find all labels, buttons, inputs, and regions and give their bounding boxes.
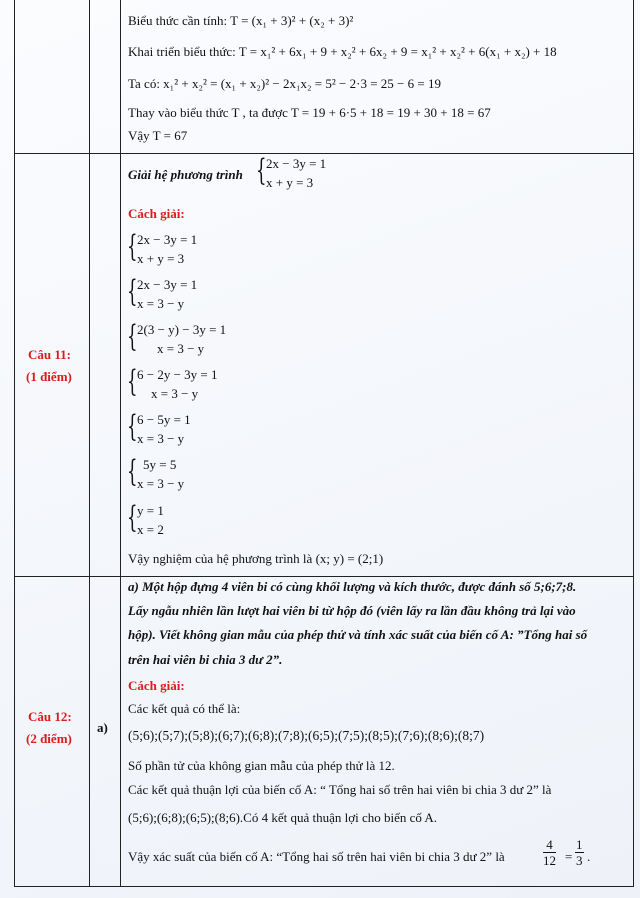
expression-line: Biểu thức cần tính: T = (x₁ + 3)² + (x₂ + 3)² <box>128 13 354 28</box>
q12-problem-line-4: trên hai viên bi chia 3 dư 2”. <box>128 652 283 667</box>
part-a-label: a) <box>97 720 108 735</box>
question-11-points: (1 điểm) <box>26 369 72 384</box>
system-eq-1: y = 1 <box>137 503 164 518</box>
system-eq-2: x = 3 − y <box>137 296 185 311</box>
system-eq-1: 6 − 2y − 3y = 1 <box>137 367 218 382</box>
system-eq-2: x + y = 3 <box>137 251 185 266</box>
q12-favorable-intro: Các kết quả thuận lợi của biến cố A: “ Tổng hai số trên hai viên bi chia 3 dư 2” là <box>128 782 552 797</box>
system-eq-2: x = 2 <box>137 522 164 537</box>
q12-sample-size: Số phần tử của không gian mẫu của phép thử là 12. <box>128 758 395 773</box>
system-eq-1: 2(3 − y) − 3y = 1 <box>137 322 227 337</box>
q12-outcomes: (5;6);(5;7);(5;8);(6;7);(6;8);(7;8);(6;5);(7;5);(8;5);(7;6);(8;6);(8;7) <box>128 728 485 743</box>
vieta-line: Ta có: x₁² + x₂² = (x₁ + x₂)² − 2x₁x₂ = 5² − 2·3 = 25 − 6 = 19 <box>128 76 441 91</box>
q11-intro: Giải hệ phương trình <box>128 167 243 182</box>
system-eq-2: x + y = 3 <box>266 175 314 190</box>
table-border-left <box>14 0 15 887</box>
fraction-1-3 <box>575 837 584 868</box>
brace-icon: { <box>127 409 138 444</box>
q11-method-label: Cách giải: <box>128 206 185 221</box>
table-border-right <box>633 0 634 887</box>
system-eq-2: x = 3 − y <box>157 341 205 356</box>
question-11-label: Câu 11: <box>28 347 71 362</box>
system-eq-1: 2x − 3y = 1 <box>137 232 198 247</box>
q12-method-label: Cách giải: <box>128 678 185 693</box>
q12-outcomes-label: Các kết quả có thể là: <box>128 701 241 716</box>
brace-icon: { <box>127 500 138 535</box>
system-eq-2: x = 3 − y <box>137 431 185 446</box>
fraction-denominator: 12 <box>543 853 556 868</box>
question-12-label: Câu 12: <box>28 709 72 724</box>
system-eq-2: x = 3 − y <box>151 386 199 401</box>
q11-conclusion: Vậy nghiệm của hệ phương trình là (x; y) = (2;1) <box>128 551 384 566</box>
column-divider-2 <box>120 0 121 887</box>
fraction-numerator: 4 <box>543 837 556 853</box>
table-border-bottom <box>14 886 634 887</box>
brace-icon: { <box>127 274 138 309</box>
expansion-line: Khai triển biểu thức: T = x₁² + 6x₁ + 9 + x₂² + 6x₂ + 9 = x₁² + x₂² + 6(x₁ + x₂) + 18 <box>128 44 557 59</box>
q12-favorable: (5;6);(6;8);(6;5);(8;6).Có 4 kết quả thuận lợi cho biến cố A. <box>128 810 438 825</box>
system-eq-2: x = 3 − y <box>137 476 185 491</box>
brace-icon: { <box>127 319 138 354</box>
brace-icon: { <box>256 153 267 188</box>
q12-problem-line-3: hộp). Viết không gian mẫu của phép thử và tính xác suất của biến cố A: ”Tổng hai số <box>128 627 588 642</box>
row-divider-2 <box>14 576 634 577</box>
brace-icon: { <box>127 364 138 399</box>
row-divider-1 <box>14 153 634 154</box>
fraction-4-12 <box>543 837 556 868</box>
q12-problem-line-2: Lấy ngẫu nhiên lần lượt hai viên bi từ hộp đó (viên lấy ra lần đầu không trả lại vào <box>128 603 576 618</box>
brace-icon: { <box>127 229 138 264</box>
q12-problem-line-1: a) Một hộp đựng 4 viên bi có cùng khối lượng và kích thước, được đánh số 5;6;7;8. <box>128 579 577 594</box>
question-12-points: (2 điểm) <box>26 731 72 746</box>
system-eq-1: 6 − 5y = 1 <box>137 412 191 427</box>
fraction-denominator: 3 <box>576 853 583 868</box>
substitute-line: Thay vào biểu thức T , ta được T = 19 + 6·5 + 18 = 19 + 30 + 18 = 67 <box>128 105 491 120</box>
brace-icon: { <box>127 454 138 489</box>
system-eq-1: 2x − 3y = 1 <box>266 156 327 171</box>
end-period: . <box>587 849 591 864</box>
column-divider-1 <box>89 0 90 887</box>
q12-probability-text: Vậy xác suất của biến cố A: “Tổng hai số trên hai viên bi chia 3 dư 2” là <box>128 849 505 864</box>
fraction-numerator: 1 <box>576 837 583 852</box>
system-eq-1: 5y = 5 <box>143 457 177 472</box>
result-line: Vậy T = 67 <box>128 128 188 143</box>
system-eq-1: 2x − 3y = 1 <box>137 277 198 292</box>
equals-sign: = <box>565 849 573 864</box>
